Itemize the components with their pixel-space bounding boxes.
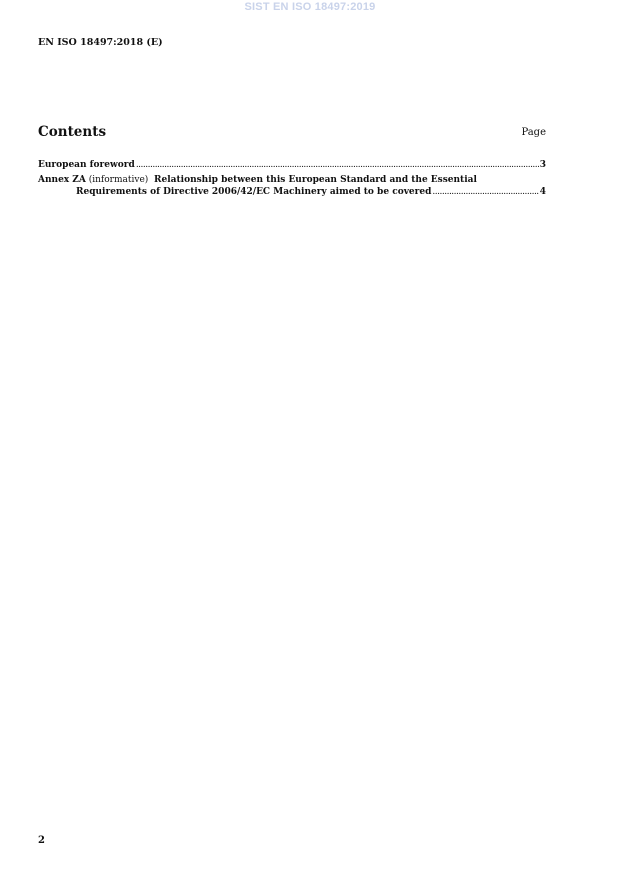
toc-dot-leader	[432, 186, 538, 198]
toc-entry-page: 3	[539, 160, 546, 170]
toc-row	[38, 159, 546, 171]
toc-row	[38, 186, 546, 198]
contents-heading: Contents	[38, 124, 107, 140]
toc-entry-title-line2: Requirements of Directive 2006/42/EC Machinery aimed to be covered	[76, 187, 432, 197]
toc-row	[38, 174, 546, 186]
toc-entry-annex-note: (informative)	[88, 175, 149, 185]
toc-entry-page: 4	[539, 187, 546, 197]
page-number: 2	[38, 835, 45, 846]
table-of-contents	[38, 159, 546, 198]
toc-entry-title-line1: Relationship between this European Standard and the Essential	[154, 175, 477, 185]
watermark: SIST EN ISO 18497:2019	[244, 1, 376, 13]
toc-entry-annex-za[interactable]	[38, 174, 546, 198]
toc-entry-title: European foreword	[38, 160, 135, 170]
page-column-label: Page	[521, 127, 546, 138]
document-identifier: EN ISO 18497:2018 (E)	[38, 37, 163, 48]
toc-dot-leader	[136, 159, 539, 171]
toc-entry-european-foreword[interactable]	[38, 159, 546, 171]
toc-entry-annex-label: Annex ZA	[38, 175, 86, 185]
